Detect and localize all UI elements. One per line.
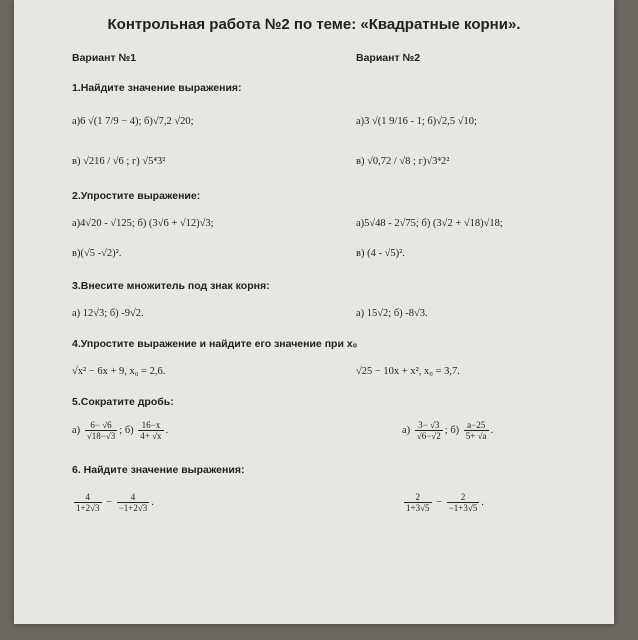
separator: ; bbox=[444, 424, 448, 436]
page-title: Контрольная работа №2 по теме: «Квадратные корни». bbox=[107, 16, 521, 33]
numerator: 16−x bbox=[138, 420, 163, 431]
v1-task5b-fraction bbox=[138, 420, 163, 441]
variant-1-heading: Вариант №1 bbox=[72, 52, 137, 64]
v1-task4: √x² − 6x + 9, x₀ = 2,6. bbox=[72, 366, 166, 377]
v2-task1-vg: в) √0,72 / √8 ; г)√3⁴2² bbox=[356, 156, 450, 167]
label-b: б) bbox=[124, 424, 134, 436]
section-3: 3.Внесите множитель под знак корня: bbox=[72, 280, 270, 292]
v1-task1-vg: в) √216 / √6 ; г) √5⁴3² bbox=[72, 156, 166, 167]
denominator: 1+2√3 bbox=[76, 503, 100, 513]
label-a: а) bbox=[402, 424, 411, 436]
period: . bbox=[165, 424, 169, 436]
v2-task6-fraction-1 bbox=[404, 492, 432, 513]
denominator: 4+ √x bbox=[140, 431, 162, 441]
section-4: 4.Упростите выражение и найдите его значение при x₀ bbox=[72, 338, 358, 350]
period: . bbox=[481, 496, 484, 508]
v1-task2-ab: а)4√20 - √125; б) (3√6 + √12)√3; bbox=[72, 218, 214, 229]
v1-task5 bbox=[72, 420, 168, 441]
v1-task6 bbox=[72, 492, 154, 513]
v1-task5a-fraction bbox=[85, 420, 117, 441]
numerator: 4 bbox=[74, 492, 102, 503]
minus-sign: − bbox=[436, 496, 443, 508]
denominator: √18−√3 bbox=[86, 431, 116, 441]
numerator: a−25 bbox=[464, 420, 489, 431]
minus-sign: − bbox=[106, 496, 113, 508]
denominator: −1+2√3 bbox=[118, 503, 148, 513]
denominator: 5+ √a bbox=[465, 431, 487, 441]
v2-task5b-fraction bbox=[464, 420, 489, 441]
section-2: 2.Упростите выражение: bbox=[72, 190, 201, 202]
denominator: √6−√2 bbox=[416, 431, 441, 441]
label-a: а) bbox=[72, 424, 81, 436]
v1-task6-fraction-1 bbox=[74, 492, 102, 513]
v2-task1-ab: а)3 √(1 9/16 - 1; б)√2,5 √10; bbox=[356, 116, 477, 127]
variant-2-heading: Вариант №2 bbox=[356, 52, 421, 64]
v1-task3: а) 12√3; б) -9√2. bbox=[72, 308, 144, 319]
v1-task6-fraction-2 bbox=[117, 492, 150, 513]
v2-task6-fraction-2 bbox=[447, 492, 480, 513]
numerator: 2 bbox=[404, 492, 432, 503]
denominator: −1+3√5 bbox=[448, 503, 478, 513]
v1-task2-v: в)(√5 -√2)². bbox=[72, 248, 122, 259]
numerator: 4 bbox=[117, 492, 150, 503]
separator: ; bbox=[119, 424, 123, 436]
worksheet bbox=[14, 0, 614, 624]
section-5: 5.Сократите дробь: bbox=[72, 396, 174, 408]
denominator: 1+3√5 bbox=[406, 503, 430, 513]
v1-task1-ab: а)6 √(1 7/9 − 4); б)√7,2 √20; bbox=[72, 116, 194, 127]
numerator: 3− √3 bbox=[415, 420, 443, 431]
numerator: 2 bbox=[447, 492, 480, 503]
v2-task6 bbox=[402, 492, 484, 513]
v2-task5 bbox=[402, 420, 493, 441]
section-1: 1.Найдите значение выражения: bbox=[72, 82, 242, 94]
label-b: б) bbox=[450, 424, 460, 436]
section-6: 6. Найдите значение выражения: bbox=[72, 464, 245, 476]
numerator: 6− √6 bbox=[85, 420, 117, 431]
v2-task2-v: в) (4 - √5)². bbox=[356, 248, 405, 259]
period: . bbox=[151, 496, 154, 508]
v2-task5a-fraction bbox=[415, 420, 443, 441]
v2-task4: √25 − 10x + x², x₀ = 3,7. bbox=[356, 366, 460, 377]
v2-task3: а) 15√2; б) -8√3. bbox=[356, 308, 428, 319]
period: . bbox=[490, 424, 494, 436]
v2-task2-ab: а)5√48 - 2√75; б) (3√2 + √18)√18; bbox=[356, 218, 503, 229]
